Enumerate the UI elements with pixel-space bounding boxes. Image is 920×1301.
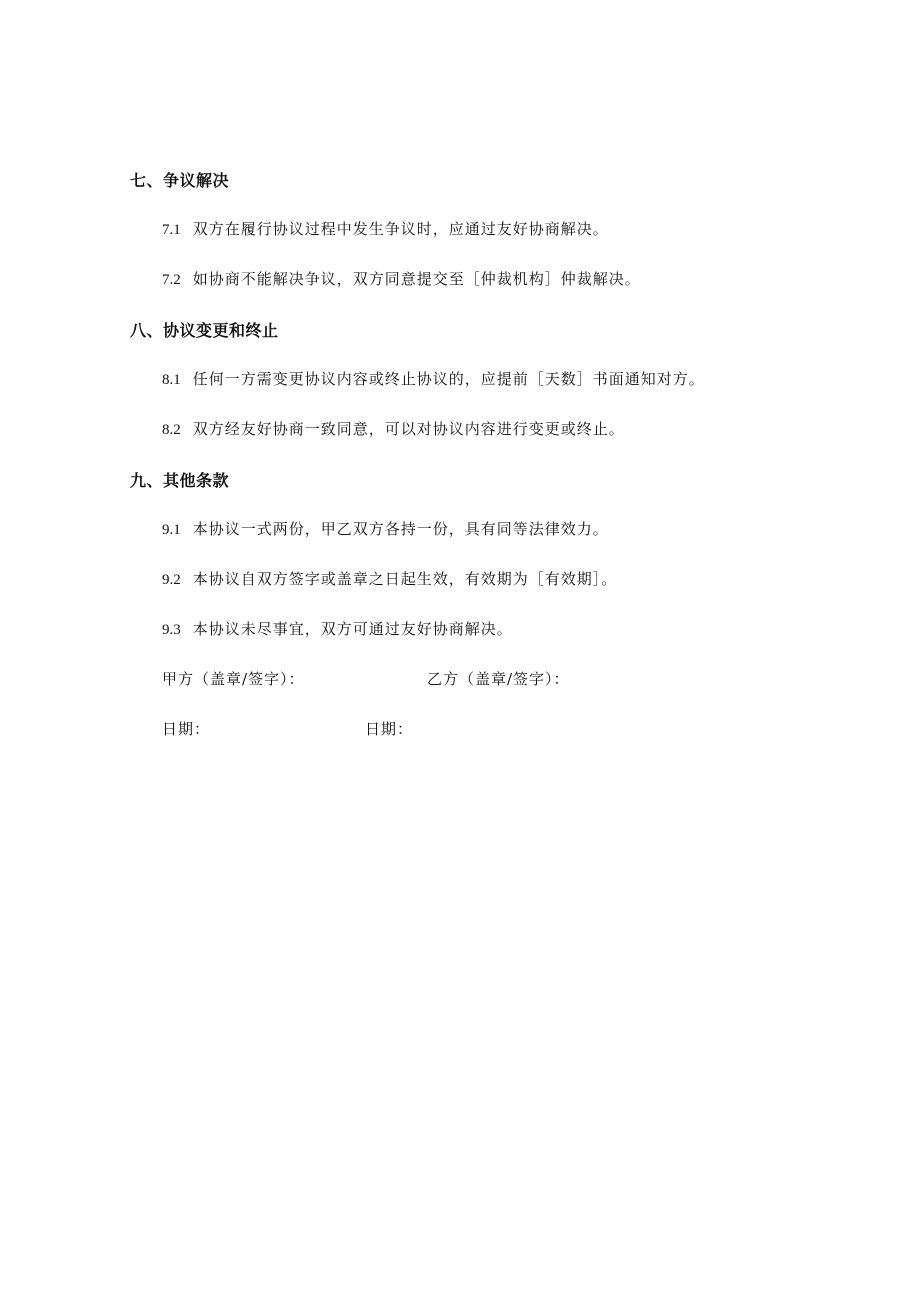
clause-8-1 [162,368,705,389]
clause-7-1 [162,218,609,239]
clause-text: 本协议未尽事宜，双方可通过友好协商解决。 [192,620,513,638]
clause-9-2 [162,568,617,589]
clause-text: 双方在履行协议过程中发生争议时，应通过友好协商解决。 [192,220,609,238]
party-b-date-label: 日期： [365,720,414,738]
section-heading-dispute: 七、争议解决 [130,171,230,190]
clause-text: 本协议自双方签字或盖章之日起生效，有效期为［有效期］。 [192,570,618,588]
party-a-date-label: 日期： [162,720,211,738]
party-b-signature-label: 乙方（盖章/签字）： [427,670,570,688]
clause-number: 9.3 [162,622,181,638]
clause-9-1 [162,518,609,539]
clause-9-3 [162,618,513,639]
clause-number: 9.1 [162,522,181,538]
clause-7-2 [162,268,641,289]
clause-text: 任何一方需变更协议内容或终止协议的，应提前［天数］书面通知对方。 [192,370,705,388]
clause-number: 8.1 [162,372,181,388]
section-heading-change-termination: 八、协议变更和终止 [130,321,279,340]
party-a-signature-label: 甲方（盖章/签字）： [162,670,305,688]
clause-number: 7.1 [162,222,181,238]
clause-number: 7.2 [162,272,181,288]
clause-8-2 [162,418,625,439]
section-heading-other-terms: 九、其他条款 [130,471,230,490]
clause-text: 本协议一式两份，甲乙双方各持一份，具有同等法律效力。 [192,520,609,538]
clause-text: 如协商不能解决争议，双方同意提交至［仲裁机构］仲裁解决。 [192,270,641,288]
clause-number: 9.2 [162,572,181,588]
clause-number: 8.2 [162,422,181,438]
clause-text: 双方经友好协商一致同意，可以对协议内容进行变更或终止。 [192,420,625,438]
